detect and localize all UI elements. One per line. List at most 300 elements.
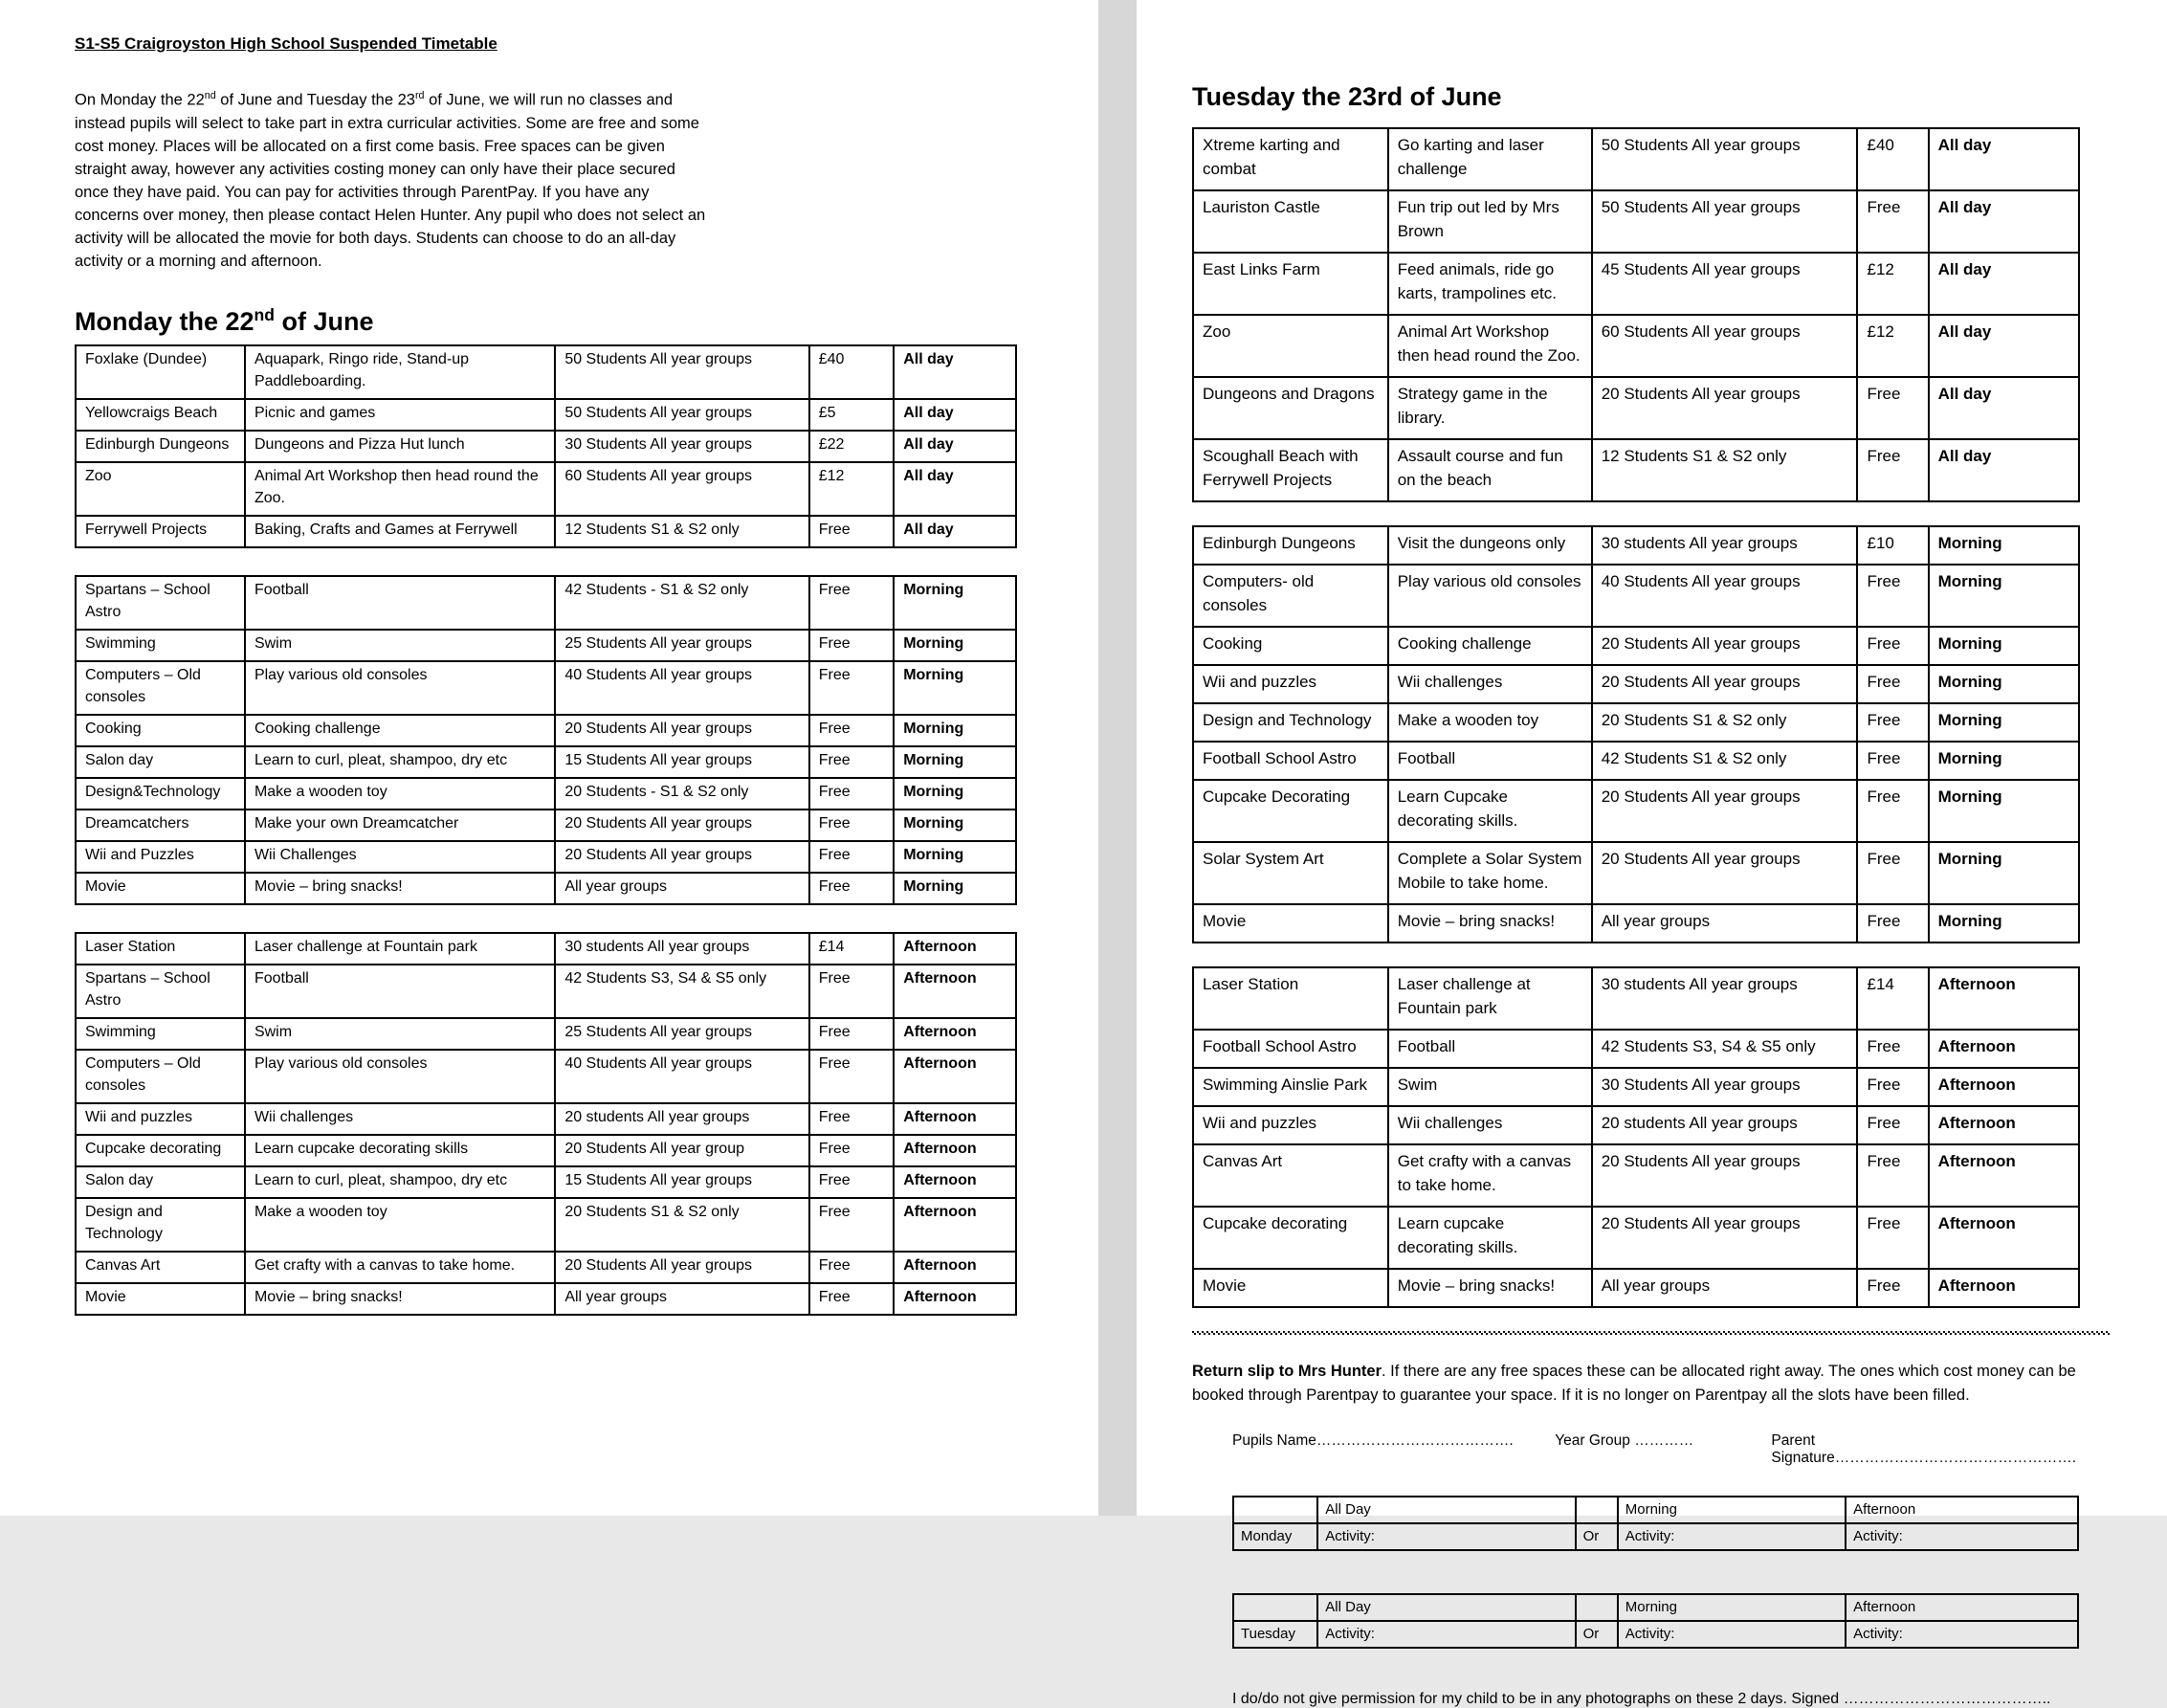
monday-allday-table [75,344,1017,548]
table-cell: Free [1857,565,1928,627]
table-cell: Free [809,661,894,715]
table-cell: Morning [894,873,1016,904]
table-cell: Free [1857,190,1928,253]
table-cell: Free [1857,842,1928,904]
table-cell: Dungeons and Dragons [1193,377,1388,439]
superscript: nd [254,304,275,324]
table-cell: Ferrywell Projects [76,516,245,547]
table-cell: Football [1388,1030,1592,1068]
table-cell: Afternoon [1929,1068,2079,1106]
table-row [1193,1144,2079,1207]
table-row [76,576,1016,630]
table-cell: Afternoon [894,1252,1016,1283]
table-cell: Afternoon [1929,1030,2079,1068]
table-cell: Football School Astro [1193,742,1388,780]
table-row [76,1050,1016,1103]
table-cell: 20 Students All year groups [1592,627,1858,665]
page-2 [1137,0,2167,1707]
table-cell: 20 Students All year groups [555,841,808,873]
tuesday-heading: Tuesday the 23rd of June [1192,82,1502,111]
signature-line [1232,1432,2121,1467]
table-cell: Activity: [1618,1523,1846,1550]
table-cell: 20 Students All year groups [555,715,808,746]
table-row [76,516,1016,547]
table-cell: Movie [1193,904,1388,943]
table-cell: Zoo [76,462,245,516]
table-cell: Wii challenges [1388,1106,1592,1144]
table-cell: Free [1857,904,1928,943]
table-cell: Wii and puzzles [76,1103,245,1135]
table-cell: Play various old consoles [1388,565,1592,627]
table-cell: East Links Farm [1193,253,1388,315]
table-cell: Free [1857,1144,1928,1207]
table-row [76,715,1016,746]
table-cell: Afternoon [894,1018,1016,1050]
table-cell: Cupcake Decorating [1193,780,1388,842]
table-cell: £14 [809,933,894,965]
table-cell: Learn Cupcake decorating skills. [1388,780,1592,842]
page-1 [0,0,1098,1516]
table-row [76,462,1016,516]
table-cell: Go karting and laser challenge [1388,128,1592,190]
table-cell: 20 Students All year groups [1592,780,1858,842]
table-row [76,630,1016,661]
table-cell: Design and Technology [1193,703,1388,742]
table-cell: Get crafty with a canvas to take home. [245,1252,555,1283]
table-cell: 20 Students - S1 & S2 only [555,778,808,810]
table-row [76,1252,1016,1283]
table-cell: Yellowcraigs Beach [76,399,245,431]
year-group-field: Year Group ………… [1555,1432,1694,1449]
table-row [76,841,1016,873]
table-cell: Learn cupcake decorating skills [245,1135,555,1166]
table-cell: 20 Students All year groups [555,1252,808,1283]
table-cell: 42 Students S1 & S2 only [1592,742,1858,780]
table-cell: 42 Students S3, S4 & S5 only [1592,1030,1858,1068]
table-cell: Afternoon [1929,1106,2079,1144]
table-cell: Animal Art Workshop then head round the Zoo. [245,462,555,516]
table-cell: Free [1857,780,1928,842]
table-cell: Afternoon [894,965,1016,1018]
table-cell: Free [1857,1269,1928,1307]
table-cell: All year groups [555,873,808,904]
table-cell: Wii Challenges [245,841,555,873]
table-cell: 50 Students All year groups [1592,128,1858,190]
table-row [76,965,1016,1018]
table-cell: Football School Astro [1193,1030,1388,1068]
table-row [1233,1497,2078,1523]
table-cell: 20 Students S1 & S2 only [1592,703,1858,742]
table-cell: Movie [76,873,245,904]
table-cell: Free [809,1050,894,1103]
table-cell: Complete a Solar System Mobile to take home. [1388,842,1592,904]
table-cell: Scoughall Beach with Ferrywell Projects [1193,439,1388,501]
monday-morning-table [75,575,1017,905]
table-cell: Football [1388,742,1592,780]
table-cell: Free [809,1103,894,1135]
table-cell: Free [809,715,894,746]
table-cell [1576,1497,1618,1523]
tuesday-choice-table [1232,1593,2079,1649]
table-cell: Laser Station [1193,967,1388,1030]
table-cell: Spartans – School Astro [76,965,245,1018]
table-cell: Morning [894,576,1016,630]
table-cell: Design and Technology [76,1198,245,1252]
table-cell: Morning [894,715,1016,746]
table-cell: Strategy game in the library. [1388,377,1592,439]
table-cell: Cupcake decorating [1193,1207,1388,1269]
table-cell: Afternoon [1929,1207,2079,1269]
table-cell: Cooking [1193,627,1388,665]
table-row [1193,627,2079,665]
table-cell: 20 Students All year groups [555,810,808,841]
table-cell: 20 Students All year groups [1592,1144,1858,1207]
table-cell: Canvas Art [1193,1144,1388,1207]
table-cell: Laser Station [76,933,245,965]
page-divider [1098,0,1137,1516]
table-row [76,810,1016,841]
table-cell: Afternoon [1929,967,2079,1030]
table-cell: Laser challenge at Fountain park [245,933,555,965]
table-cell: Free [1857,377,1928,439]
table-cell: Afternoon [894,1103,1016,1135]
table-cell: All day [1929,190,2079,253]
table-cell: Morning [894,810,1016,841]
table-cell: Make a wooden toy [1388,703,1592,742]
table-cell: Laser challenge at Fountain park [1388,967,1592,1030]
table-cell: Movie – bring snacks! [1388,1269,1592,1307]
table-cell: All year groups [555,1283,808,1315]
table-row [1193,665,2079,703]
table-row [76,399,1016,431]
table-cell: Or [1576,1523,1618,1550]
table-cell: All day [1929,315,2079,377]
table-cell: Xtreme karting and combat [1193,128,1388,190]
table-cell: Afternoon [1846,1594,2078,1621]
table-cell: Canvas Art [76,1252,245,1283]
table-cell: Football [245,965,555,1018]
table-cell: Morning [1929,842,2079,904]
table-cell: Morning [1618,1497,1846,1523]
table-cell: Free [809,873,894,904]
table-cell: Computers – Old consoles [76,661,245,715]
table-cell: Morning [1929,627,2079,665]
superscript: nd [204,90,216,101]
table-row [1193,742,2079,780]
photo-permission-line: I do/do not give permission for my child to be in any photographs on these 2 days. Signed ………………………………….. [1232,1691,2051,1707]
table-cell: Wii challenges [245,1103,555,1135]
table-row [1193,377,2079,439]
table-cell: Afternoon [894,1050,1016,1103]
table-cell: Movie [76,1283,245,1315]
table-cell: Swim [245,1018,555,1050]
table-cell: Free [809,1198,894,1252]
table-cell: All year groups [1592,1269,1858,1307]
table-cell: Morning [894,841,1016,873]
table-cell: Zoo [1193,315,1388,377]
monday-heading: Monday the 22nd of June [75,304,374,336]
table-cell: 20 Students All year groups [1592,842,1858,904]
table-cell: Learn to curl, pleat, shampoo, dry etc [245,1166,555,1198]
table-row [76,1166,1016,1198]
table-cell: Free [1857,439,1928,501]
table-cell: 40 Students All year groups [1592,565,1858,627]
table-row [76,431,1016,462]
table-cell: Activity: [1846,1621,2078,1648]
table-cell: Free [809,810,894,841]
table-row [76,1198,1016,1252]
table-cell: 60 Students All year groups [555,462,808,516]
table-cell [1576,1594,1618,1621]
table-cell: 50 Students All year groups [555,399,808,431]
monday-choice-table [1232,1496,2079,1551]
table-cell: £5 [809,399,894,431]
table-row [1193,439,2079,501]
table-cell: Solar System Art [1193,842,1388,904]
table-cell: Computers – Old consoles [76,1050,245,1103]
table-cell: £40 [809,345,894,399]
table-cell: Morning [1929,526,2079,565]
table-cell: Morning [1929,904,2079,943]
table-cell: Morning [894,746,1016,778]
tuesday-morning-table [1192,525,2080,943]
table-cell: Morning [894,661,1016,715]
table-cell: Learn cupcake decorating skills. [1388,1207,1592,1269]
table-cell: 45 Students All year groups [1592,253,1858,315]
superscript: rd [414,90,425,101]
table-cell: Free [809,576,894,630]
table-cell: £40 [1857,128,1928,190]
table-cell: All day [894,431,1016,462]
pupils-name-field: Pupils Name…………………………………. [1232,1432,1514,1449]
table-cell: Movie – bring snacks! [1388,904,1592,943]
table-cell: Monday [1233,1523,1317,1550]
monday-afternoon-table [75,932,1017,1316]
table-cell: Football [245,576,555,630]
table-cell: Lauriston Castle [1193,190,1388,253]
table-row [76,933,1016,965]
table-cell: 12 Students S1 & S2 only [555,516,808,547]
table-cell: Play various old consoles [245,661,555,715]
table-row [76,873,1016,904]
table-cell: Afternoon [894,1135,1016,1166]
table-cell: Morning [1929,742,2079,780]
table-cell: Make a wooden toy [245,778,555,810]
table-cell: Or [1576,1621,1618,1648]
table-row [1193,565,2079,627]
table-row [76,778,1016,810]
table-row [1193,1106,2079,1144]
table-cell: Dungeons and Pizza Hut lunch [245,431,555,462]
table-cell: Wii and puzzles [1193,665,1388,703]
table-cell: All day [1929,128,2079,190]
table-cell: Picnic and games [245,399,555,431]
table-cell: Get crafty with a canvas to take home. [1388,1144,1592,1207]
table-cell: Cooking [76,715,245,746]
table-cell: Morning [894,630,1016,661]
table-cell: Swimming [76,1018,245,1050]
table-cell: £12 [1857,253,1928,315]
table-cell: Edinburgh Dungeons [1193,526,1388,565]
table-cell: Swimming Ainslie Park [1193,1068,1388,1106]
table-cell: Wii and Puzzles [76,841,245,873]
table-cell: Free [809,1166,894,1198]
table-cell: Free [809,1135,894,1166]
table-cell: Spartans – School Astro [76,576,245,630]
table-cell: Activity: [1618,1621,1846,1648]
table-row [76,1135,1016,1166]
table-cell: All day [894,399,1016,431]
table-row [1193,1030,2079,1068]
table-cell: Foxlake (Dundee) [76,345,245,399]
table-cell: 20 Students All year group [555,1135,808,1166]
table-cell: Afternoon [894,1283,1016,1315]
table-cell: Movie [1193,1269,1388,1307]
table-cell: Free [1857,742,1928,780]
table-row [76,1283,1016,1315]
table-cell: 30 students All year groups [555,933,808,965]
table-cell: 30 students All year groups [1592,526,1858,565]
table-row [1193,1269,2079,1307]
table-cell: Cupcake decorating [76,1135,245,1166]
table-cell: Afternoon [894,1166,1016,1198]
table-cell: 25 Students All year groups [555,630,808,661]
table-cell: Free [809,746,894,778]
table-cell: Swim [1388,1068,1592,1106]
table-row [1193,526,2079,565]
table-cell: 20 Students All year groups [1592,377,1858,439]
table-cell: Free [1857,1207,1928,1269]
table-cell: All day [894,516,1016,547]
table-row [76,661,1016,715]
table-cell: 42 Students S3, S4 & S5 only [555,965,808,1018]
table-cell: All Day [1317,1497,1575,1523]
table-cell: Aquapark, Ringo ride, Stand-up Paddleboarding. [245,345,555,399]
table-cell: Design&Technology [76,778,245,810]
table-cell: £12 [1857,315,1928,377]
table-cell: Salon day [76,1166,245,1198]
table-row [76,1018,1016,1050]
table-cell: Free [1857,627,1928,665]
table-cell: Movie – bring snacks! [245,873,555,904]
table-cell: Morning [1929,780,2079,842]
table-cell: £12 [809,462,894,516]
table-cell: All Day [1317,1594,1575,1621]
table-cell: Free [809,630,894,661]
table-cell: Visit the dungeons only [1388,526,1592,565]
table-cell: Free [809,1283,894,1315]
table-cell: Salon day [76,746,245,778]
table-cell: 50 Students All year groups [555,345,808,399]
table-cell: Morning [894,778,1016,810]
table-cell: 30 students All year groups [1592,967,1858,1030]
table-cell: Assault course and fun on the beach [1388,439,1592,501]
table-cell: Swimming [76,630,245,661]
table-cell: Activity: [1317,1523,1575,1550]
table-cell: Wii and puzzles [1193,1106,1388,1144]
table-cell: Dreamcatchers [76,810,245,841]
table-cell: Play various old consoles [245,1050,555,1103]
table-cell: Feed animals, ride go karts, trampolines etc. [1388,253,1592,315]
table-row [1193,253,2079,315]
table-cell: Morning [1929,565,2079,627]
table-cell: All day [1929,253,2079,315]
table-cell: All day [894,462,1016,516]
table-cell: Activity: [1846,1523,2078,1550]
table-cell: £10 [1857,526,1928,565]
table-cell: Free [809,1018,894,1050]
table-cell: Free [1857,665,1928,703]
table-cell: 20 Students All year groups [1592,665,1858,703]
table-cell: Tuesday [1233,1621,1317,1648]
table-cell: Activity: [1317,1621,1575,1648]
return-slip-instructions: Return slip to Mrs Hunter. If there are any free spaces these can be allocated right away. The ones which cost money can be booked through Parentpay to guarantee your space. If it is no longer on Parentpay all the slots have been filled. [1192,1363,2076,1404]
table-cell: Learn to curl, pleat, shampoo, dry etc [245,746,555,778]
table-cell: Make your own Dreamcatcher [245,810,555,841]
table-row [1233,1523,2078,1550]
table-cell: Edinburgh Dungeons [76,431,245,462]
table-cell: 30 Students All year groups [1592,1068,1858,1106]
table-cell: Afternoon [1929,1269,2079,1307]
table-cell: Free [809,778,894,810]
table-cell: 42 Students - S1 & S2 only [555,576,808,630]
table-cell: Free [809,1252,894,1283]
table-cell: £14 [1857,967,1928,1030]
table-row [1193,1207,2079,1269]
table-cell: Free [1857,703,1928,742]
table-cell: Wii challenges [1388,665,1592,703]
table-row [1193,1068,2079,1106]
table-cell: Afternoon [894,933,1016,965]
table-row [1193,904,2079,943]
table-row [1193,703,2079,742]
table-row [1233,1594,2078,1621]
parent-signature-field: Parent Signature…………………………………………. [1771,1432,2077,1466]
table-cell: Computers- old consoles [1193,565,1388,627]
table-cell: Morning [1929,703,2079,742]
table-cell: 40 Students All year groups [555,1050,808,1103]
table-cell: Afternoon [894,1198,1016,1252]
table-cell: 12 Students S1 & S2 only [1592,439,1858,501]
table-cell: All day [1929,439,2079,501]
table-cell: Make a wooden toy [245,1198,555,1252]
table-cell: All year groups [1592,904,1858,943]
table-cell: £22 [809,431,894,462]
table-cell: Fun trip out led by Mrs Brown [1388,190,1592,253]
table-cell: All day [894,345,1016,399]
table-cell: 20 Students All year groups [1592,1207,1858,1269]
table-cell: Free [809,516,894,547]
intro-paragraph: On Monday the 22nd of June and Tuesday the 23rd of June, we will run no classes and instead pupils will select to take part in extra curricular activities. Some are free and some cost money. Places will be allocated on a first come basis. Free spaces can be given straight away, however any activities costing money can only have their place secured once they have paid. You can pay for activities through ParentPay. If you have any concerns over money, then please contact Helen Hunter. Any pupil who does not select an activity will be allocated the movie for both days. Students can choose to do an all-day activity or a morning and afternoon. [75,90,706,270]
tuesday-allday-table [1192,127,2080,502]
table-row [1193,128,2079,190]
cut-here-dotted-line [1192,1331,2111,1335]
table-row [76,345,1016,399]
table-row [1193,315,2079,377]
table-cell: Movie – bring snacks! [245,1283,555,1315]
table-cell: 20 students All year groups [1592,1106,1858,1144]
table-cell: Cooking challenge [245,715,555,746]
table-cell: 20 students All year groups [555,1103,808,1135]
table-cell: Afternoon [1929,1144,2079,1207]
table-cell [1233,1497,1317,1523]
table-cell: Swim [245,630,555,661]
table-cell: All day [1929,377,2079,439]
table-cell: Free [1857,1106,1928,1144]
table-cell: Free [1857,1030,1928,1068]
table-cell: Free [809,841,894,873]
table-row [1233,1621,2078,1648]
